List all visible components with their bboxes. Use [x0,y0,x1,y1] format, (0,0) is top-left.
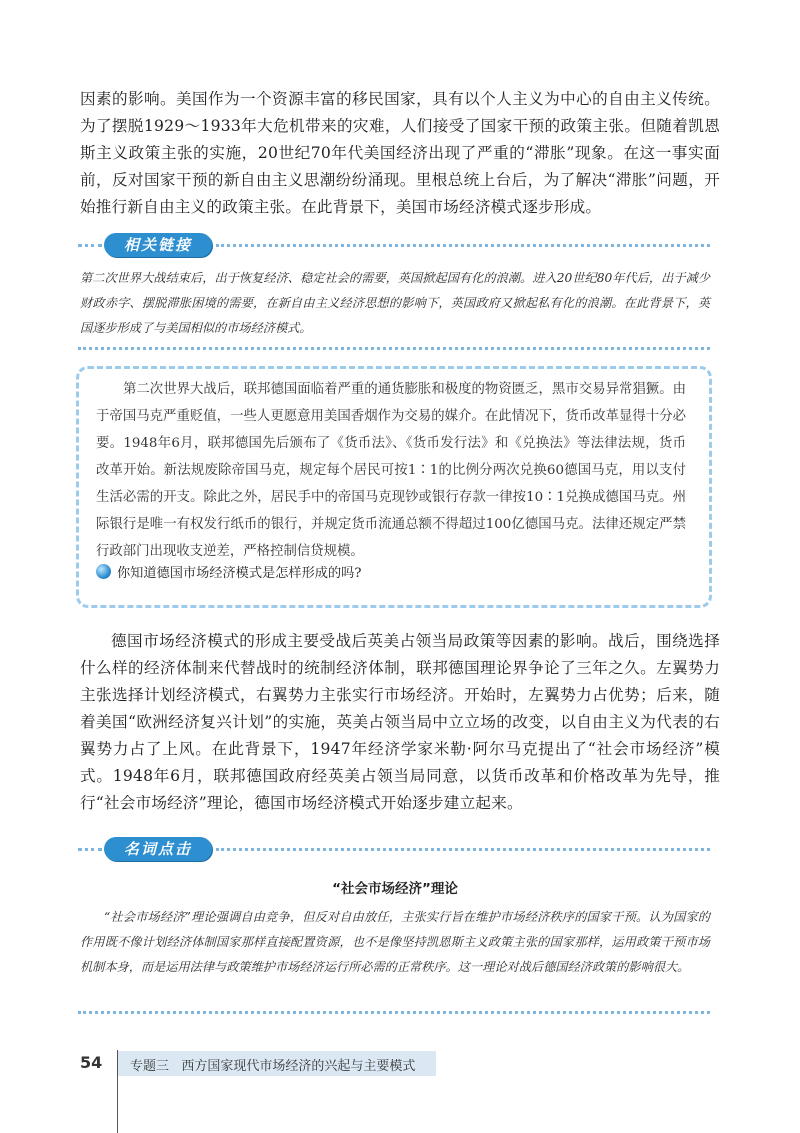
term-label: 名词点击 [104,837,212,861]
related-link-header [78,233,710,257]
material-box-text: 第二次世界大战后，联邦德国面临着严重的通货膨胀和极度的物资匮乏，黑市交易异常猖獗。由于帝国马克严重贬值，一些人更愿意用美国香烟作为交易的媒介。在此情况下，货币改革显得十分必要。1948年6月，联邦德国先后颁布了《货币法》、《货币发行法》和《兑换法》等法律法规，货币改革开始。新法规废除帝国马克，规定每个居民可按1∶1的比例分两次兑换60德国马克，用以支付生活必需的开支。除此之外，居民手中的帝国马克现钞或银行存款一律按10∶1兑换成德国马克。州际银行是唯一有权发行纸币的银行，并规定货币流通总额不得超过100亿德国马克。法律还规定严禁行政部门出现收支逆差，严格控制信贷规模。 [96,382,686,559]
discussion-question [96,563,361,585]
question-text: 你知道德国市场经济模式是怎样形成的吗? [117,566,362,581]
dotted-divider [78,848,102,851]
main-paragraph: 德国市场经济模式的形成主要受战后英美占领当局政策等因素的影响。战后，围绕选择什么样的经济体制来代替战时的统制经济体制，联邦德国理论界争论了三年之久。左翼势力主张选择计划经济模式，右翼势力主张实行市场经济。开始时，左翼势力占优势；后来，随着美国“欧洲经济复兴计划”的实施，英美占领当局中立立场的改变，以自由主义为代表的右翼势力占了上风。在此背景下，1947年经济学家米勒·阿尔马克提出了“社会市场经济”模式。1948年6月，联邦德国政府经英美占领当局同意，以货币改革和价格改革为先导，推行“社会市场经济”理论，德国市场经济模式开始逐步建立起来。 [80,632,720,812]
dotted-divider [78,244,102,247]
intro-paragraph: 因素的影响。美国作为一个资源丰富的移民国家，具有以个人主义为中心的自由主义传统。为了摆脱1929～1933年大危机带来的灾难，人们接受了国家干预的政策主张。但随着凯恩斯主义政策主张的实施，20世纪70年代美国经济出现了严重的“滞胀”现象。在这一事实面前，反对国家干预的新自由主义思潮纷纷涌现。里根总统上台后，为了解决“滞胀”问题，开始推行新自由主义的政策主张。在此背景下，美国市场经济模式逐步形成。 [80,90,720,216]
dotted-divider [78,1011,710,1014]
related-link-text: 第二次世界大战结束后，出于恢复经济、稳定社会的需要，英国掀起国有化的浪潮。进入20世纪80年代后，出于减少财政赤字、摆脱滞胀困境的需要，在新自由主义经济思想的影响下，英国政府又掀起私有化的浪潮。在此背景下，英国逐步形成了与美国相似的市场经济模式。 [80,271,710,335]
page-number: 54 [80,1053,103,1072]
footer-text [130,1055,415,1074]
term-text: “社会市场经济”理论强调自由竞争，但反对自由放任，主张实行旨在维护市场经济秩序的国家干预。认为国家的作用既不像计划经济体制国家那样直接配置资源，也不是像坚持凯恩斯主义政策主张的国家那样，运用政策干预市场机制本身，而是运用法律与政策维护市场经济运行所必需的正常秩序。这一理论对战后德国经济政策的影响很大。 [80,910,710,974]
question-bullet-icon [96,564,111,579]
footer-topic: 专题三 [130,1059,170,1074]
dotted-divider [78,347,710,350]
term-header [78,837,710,861]
dotted-divider [216,244,710,247]
related-link-label: 相关链接 [104,233,212,257]
footer-title: 西方国家现代市场经济的兴起与主要模式 [181,1059,416,1074]
dotted-divider [216,848,710,851]
term-title: “社会市场经济”理论 [332,881,458,897]
